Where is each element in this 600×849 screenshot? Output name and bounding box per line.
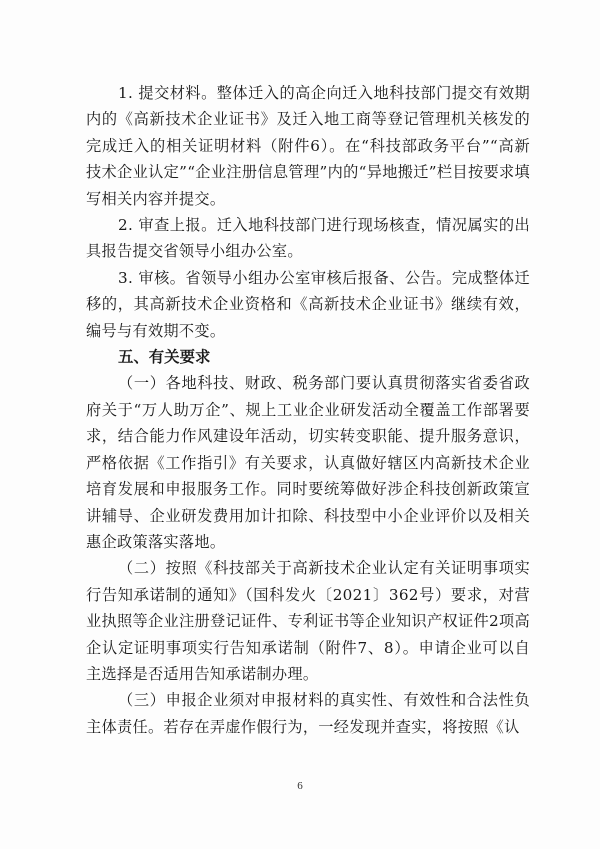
paragraph-requirement-1: （一）各地科技、财政、税务部门要认真贯彻落实省委省政府关于“万人助万企”、规上工业企业研发活动全覆盖工作部署要求，结合能力作风建设年活动，切实转变职能、提升服务意识，严格依据《工作指引》有关要求，认真做好辖区内高新技术企业培育发展和申报服务工作。同时要统筹做好涉企科技创新政策宣讲辅导、企业研发费用加计扣除、科技型中小企业评价以及相关惠企政策落实落地。 (86, 374, 530, 551)
paragraph-review-report: 2. 审查上报。迁入地科技部门进行现场核查，情况属实的出具报告提交省领导小组办公室。 (86, 216, 530, 261)
paragraph-submit-materials: 1. 提交材料。整体迁入的高企向迁入地科技部门提交有效期内的《高新技术企业证书》及迁入地工商等登记管理机关核发的完成迁入的相关证明材料（附件6）。在“科技部政务平台”“高新技术企业认定”“企业注册信息管理”内的“异地搬迁”栏目按要求填写相关内容并提交。 (86, 84, 530, 208)
section-heading: 五、有关要求 (118, 348, 211, 367)
paragraph-requirement-3: （三）申报企业须对申报材料的真实性、有效性和合法性负主体责任。若存在弄虚作假行为，一经发现并查实，将按照《认 (86, 691, 530, 736)
paragraph-audit: 3. 审核。省领导小组办公室审核后报备、公告。完成整体迁移的，其高新技术企业资格和《高新技术企业证书》继续有效，编号与有效期不变。 (86, 268, 530, 340)
document-body (86, 80, 530, 740)
page-number: 6 (297, 780, 303, 792)
paragraph-requirement-2: （二）按照《科技部关于高新技术企业认定有关证明事项实行告知承诺制的通知》（国科发火〔2021〕362号）要求，对营业执照等企业注册登记证件、专利证书等企业知识产权证件2项高企认定证明事项实行告知承诺制（附件7、8）。申请企业可以自主选择是否适用告知承诺制办理。 (86, 559, 530, 683)
